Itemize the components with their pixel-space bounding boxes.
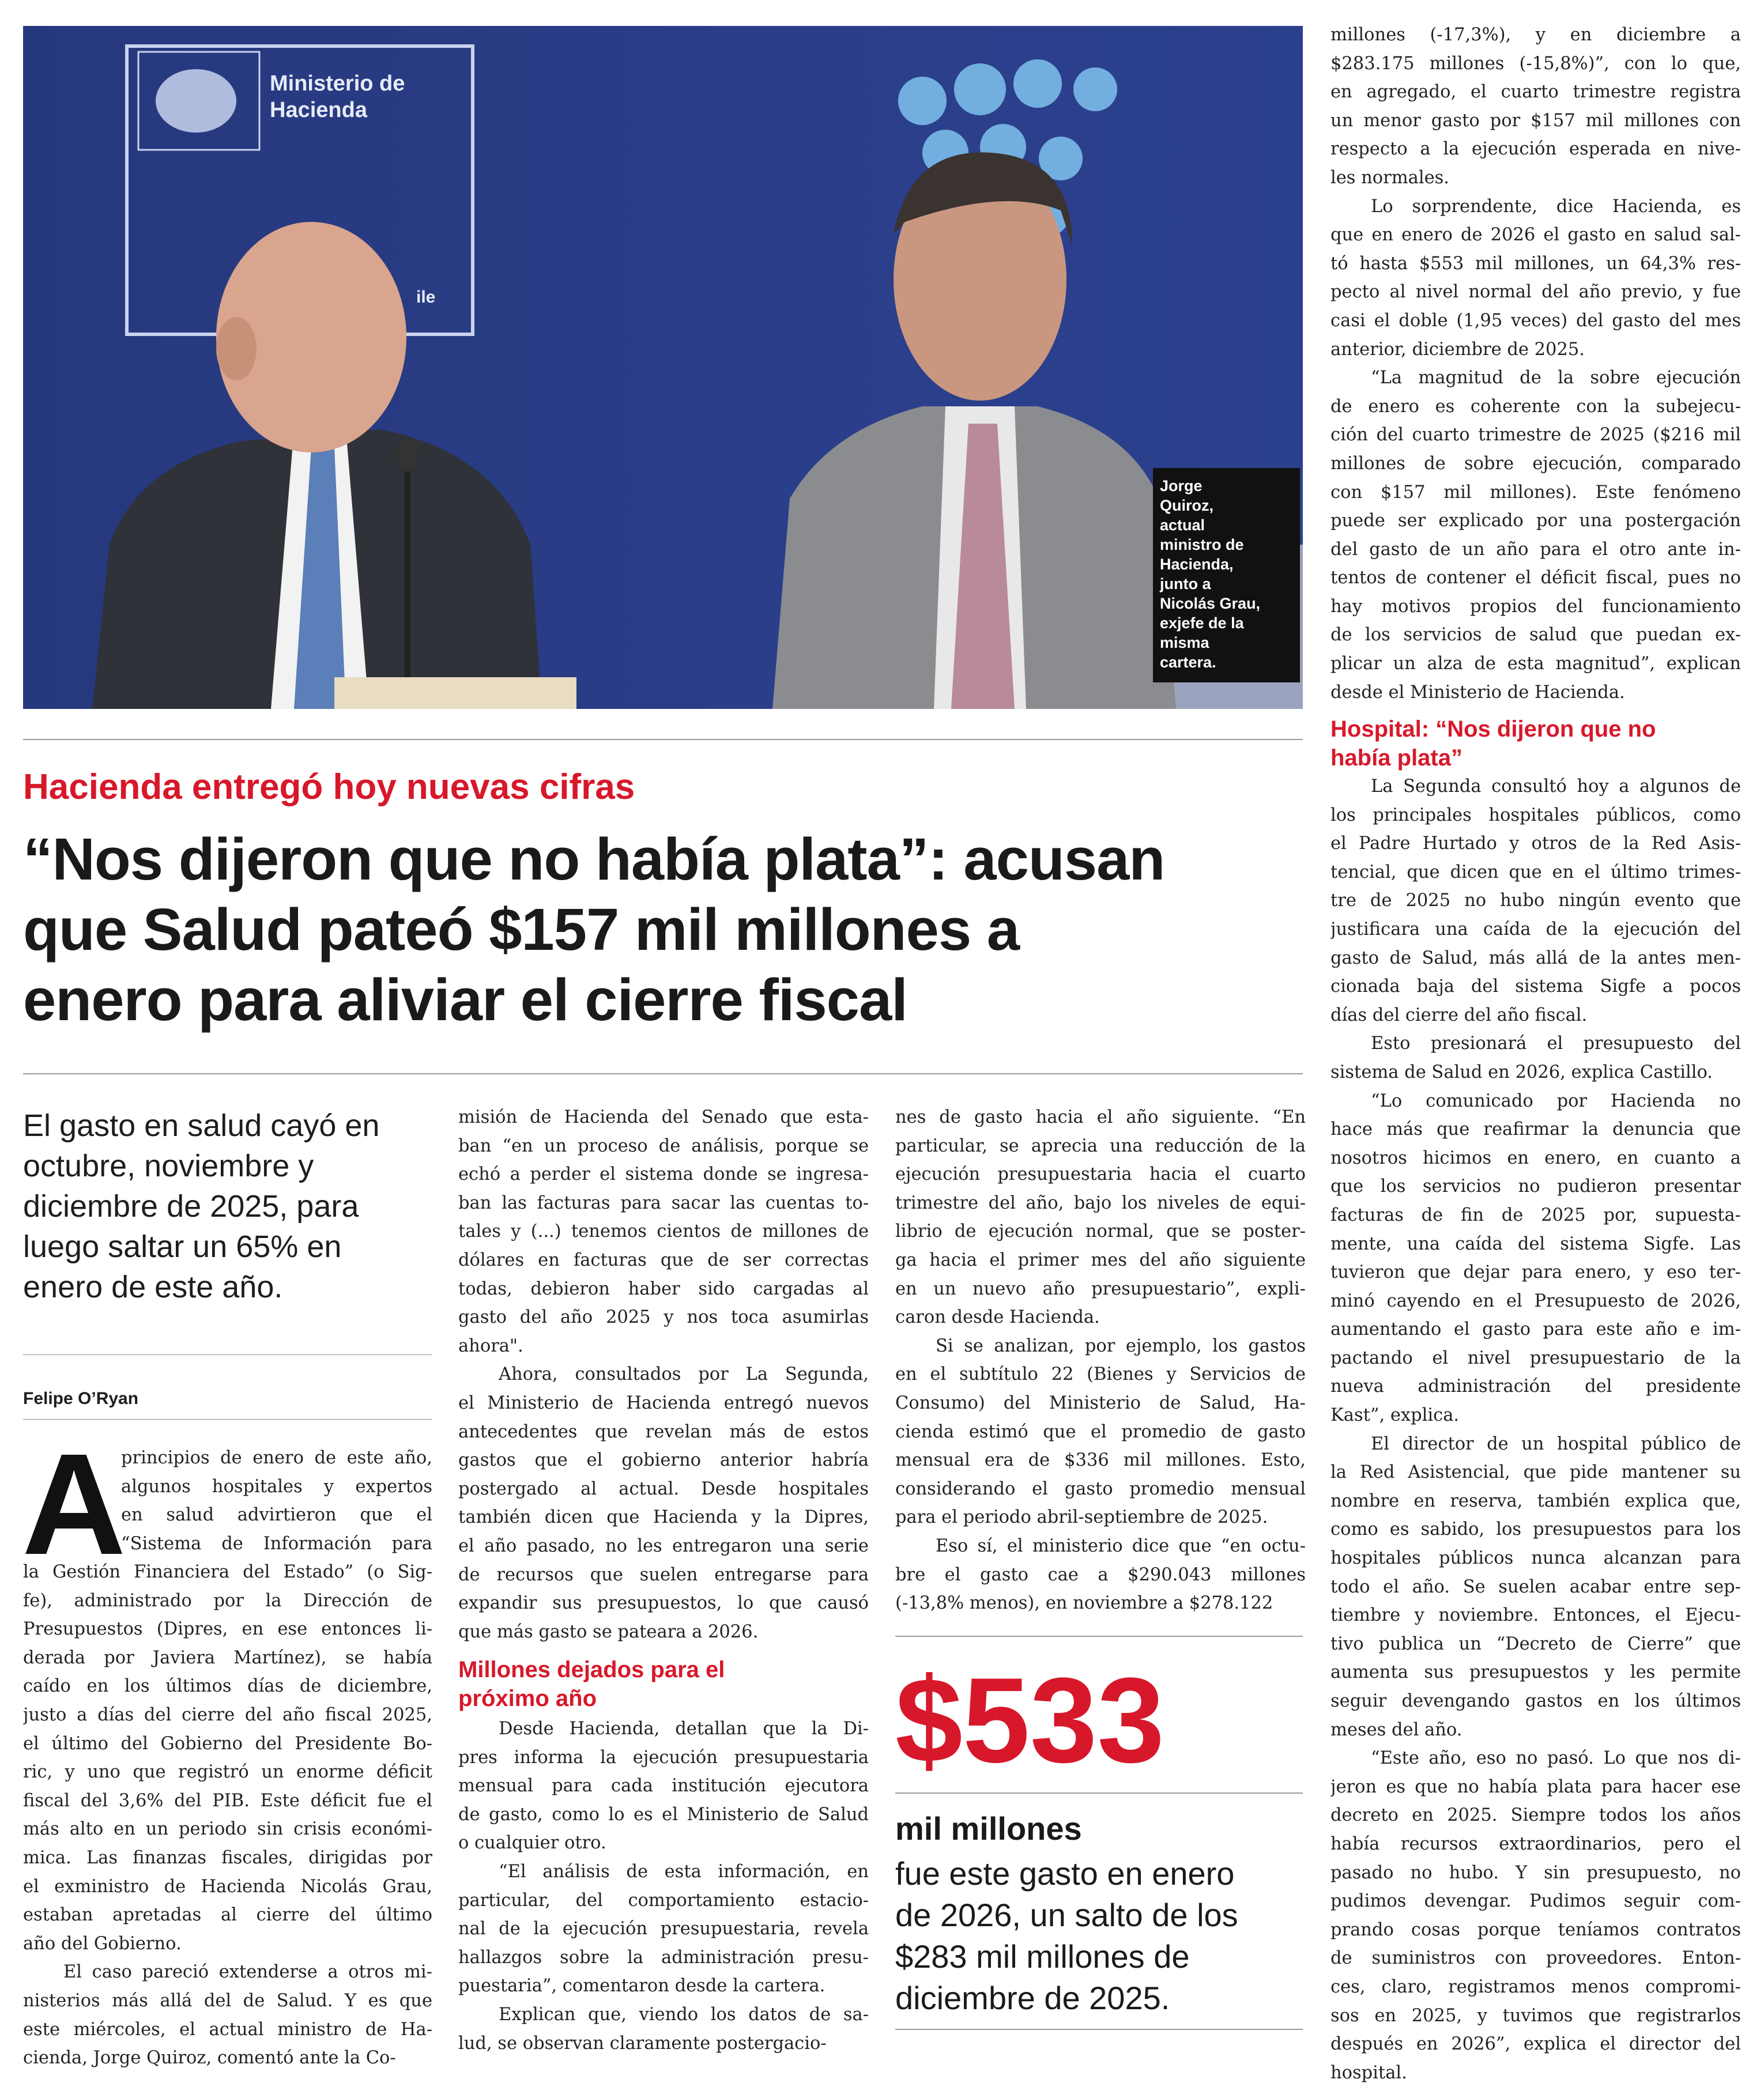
text-line: Ahora, consultados por La Segunda, bbox=[499, 1364, 869, 1385]
text-line: el exministro de Hacienda Nicolás Grau, bbox=[23, 1876, 432, 1897]
text-line: mica. Las finanzas fiscales, dirigidas por bbox=[23, 1847, 432, 1868]
text-line: tiembre y noviembre. Entonces, el Ejecu- bbox=[1330, 1605, 1741, 1626]
text-line: los principales hospitales públicos, como bbox=[1330, 805, 1741, 825]
text-line: gasto del año 2025 y nos toca asumirlas bbox=[458, 1307, 869, 1328]
callout-line: $283 mil millones de bbox=[895, 1938, 1190, 1975]
dek-line: octubre, noviembre y bbox=[23, 1149, 314, 1183]
text-line: ción del cuarto trimestre de 2025 ($216 mil bbox=[1330, 425, 1741, 446]
text-line: Esto presionará el presupuesto del bbox=[1371, 1033, 1741, 1054]
subhead-line: había plata” bbox=[1330, 745, 1463, 771]
text-line: caído en los últimos días de diciembre, bbox=[23, 1676, 432, 1697]
text-line: cionada baja del sistema Sigfe a pocos bbox=[1330, 976, 1741, 997]
text-line: cienda estimó que el promedio de gasto bbox=[895, 1421, 1306, 1442]
divider-rule bbox=[895, 1636, 1303, 1637]
text-line: pasado no hubo. Y sin presupuesto, no bbox=[1330, 1862, 1741, 1883]
text-line: de enero es coherente con la subejecu- bbox=[1330, 396, 1741, 417]
text-line: casi el doble (1,95 veces) del gasto del mes bbox=[1330, 310, 1741, 331]
text-line: tivo publica un “Decreto de Cierre” que bbox=[1330, 1633, 1741, 1654]
text-line: Consumo) del Ministerio de Salud, Ha- bbox=[895, 1392, 1306, 1413]
text-line: pecto al nivel normal del año previo, y fue bbox=[1330, 282, 1741, 303]
text-line: mensual era de $336 mil millones. Esto, bbox=[895, 1450, 1306, 1471]
text-line: hospital. bbox=[1330, 2062, 1407, 2083]
caption-line: Hacienda, bbox=[1160, 556, 1234, 573]
text-line: particular, se aprecia una reducción de la bbox=[895, 1135, 1306, 1156]
divider-rule bbox=[23, 1354, 432, 1355]
text-line: de suministros con proveedores. Enton- bbox=[1330, 1948, 1741, 1969]
caption-line: actual bbox=[1160, 516, 1205, 534]
text-line: caron desde Hacienda. bbox=[895, 1307, 1100, 1328]
photo-illustration bbox=[23, 26, 1303, 709]
callout-description bbox=[895, 1853, 1303, 2019]
caption-line: cartera. bbox=[1160, 654, 1216, 671]
text-line: trimestre del año, bajo los niveles de equi- bbox=[895, 1192, 1306, 1213]
dek-line: El gasto en salud cayó en bbox=[23, 1108, 380, 1143]
text-line: de los servicios de salud que puedan ex- bbox=[1330, 625, 1741, 646]
text-line: cienda, Jorge Quiroz, comentó ante la Co- bbox=[23, 2048, 396, 2069]
text-line: postergado al actual. Desde hospitales bbox=[458, 1478, 869, 1499]
text-line: meses del año. bbox=[1330, 1719, 1463, 1740]
divider-rule bbox=[23, 1073, 1303, 1074]
text-line: mente, una caída del sistema Sigfe. Las bbox=[1330, 1233, 1741, 1254]
text-line: prando cosas porque teníamos contratos bbox=[1330, 1919, 1741, 1940]
text-line: estaban apretadas al cierre del último bbox=[23, 1905, 432, 1926]
callout-line: fue este gasto en enero bbox=[895, 1855, 1235, 1892]
text-line: hallazgos sobre la administración presu- bbox=[458, 1947, 869, 1968]
text-line: nueva administración del presidente bbox=[1330, 1376, 1741, 1397]
text-line: hospitales públicos nunca alcanzan para bbox=[1330, 1548, 1741, 1569]
text-line: tó hasta $553 mil millones, un 64,3% res- bbox=[1330, 253, 1741, 274]
text-line: tales y (...) tenemos cientos de millones de bbox=[458, 1221, 869, 1242]
text-line: seguir devengando gastos en los últimos bbox=[1330, 1691, 1741, 1711]
caption-line: exjefe de la bbox=[1160, 614, 1244, 632]
dek bbox=[23, 1105, 450, 1307]
text-line: en el subtítulo 22 (Bienes y Servicios de bbox=[895, 1364, 1306, 1385]
banner-text-line-2: Hacienda bbox=[270, 98, 367, 122]
caption-line: ministro de bbox=[1160, 536, 1244, 553]
divider-rule bbox=[895, 1792, 1303, 1794]
text-line: Si se analizan, por ejemplo, los gastos bbox=[936, 1335, 1306, 1356]
text-line: jeron es que no había plata para hacer ese bbox=[1330, 1776, 1741, 1797]
text-line: “Lo comunicado por Hacienda no bbox=[1371, 1090, 1741, 1111]
text-line: Explican que, viendo los datos de sa- bbox=[499, 2004, 869, 2025]
text-line: tencial, que dicen que en el último trimes- bbox=[1330, 862, 1741, 882]
column-4-body bbox=[1330, 21, 1741, 707]
text-line: año del Gobierno. bbox=[23, 1933, 182, 1954]
text-line: la Gestión Financiera del Estado” (o Sig- bbox=[23, 1562, 432, 1582]
column-1-body bbox=[23, 1558, 432, 2073]
subhead-millones bbox=[458, 1655, 869, 1713]
text-line: respecto a la ejecución esperada en nive- bbox=[1330, 139, 1741, 160]
text-line: “La magnitud de la sobre ejecución bbox=[1371, 368, 1741, 388]
text-line: millones (-17,3%), y en diciembre a bbox=[1330, 25, 1741, 45]
text-line: ban las facturas para sacar las cuentas to- bbox=[458, 1192, 869, 1213]
text-line: puestaria”, comentaron desde la cartera. bbox=[458, 1976, 826, 1997]
text-line: ces, claro, registramos menos compromi- bbox=[1330, 1976, 1741, 1997]
text-line: de recursos que suelen entregarse para bbox=[458, 1564, 869, 1585]
text-line: el año pasado, no les entregaron una serie bbox=[458, 1535, 869, 1556]
text-line: Presupuestos (Dipres, en ese entonces li- bbox=[23, 1619, 432, 1640]
text-line: desde el Ministerio de Hacienda. bbox=[1330, 682, 1625, 703]
text-line: un menor gasto por $157 mil millones con bbox=[1330, 110, 1741, 131]
divider-rule bbox=[23, 739, 1303, 740]
text-line: Desde Hacienda, detallan que la Di- bbox=[499, 1719, 869, 1739]
caption-line: Jorge bbox=[1160, 477, 1203, 495]
text-line: ejecución presupuestaria hacia el cuarto bbox=[895, 1164, 1306, 1185]
text-line: había recursos extraordinarios, pero el bbox=[1330, 1833, 1741, 1854]
text-line: gastos que el gobierno anterior habría bbox=[458, 1450, 869, 1471]
text-line: ga hacia el primer mes del año siguiente bbox=[895, 1250, 1306, 1270]
banner-text-fragment: ile bbox=[416, 288, 436, 307]
kicker: Hacienda entregó hoy nuevas cifras bbox=[23, 767, 635, 807]
subhead-line: Millones dejados para el bbox=[458, 1657, 725, 1682]
podium bbox=[334, 677, 576, 709]
text-line: pactando el nivel presupuestario de la bbox=[1330, 1348, 1741, 1368]
text-line: particular, del comportamiento estacio- bbox=[458, 1890, 869, 1911]
text-line: bre el gasto cae a $290.043 millones bbox=[895, 1564, 1306, 1585]
text-line: fiscal del 3,6% del PIB. Este déficit fue el bbox=[23, 1790, 432, 1811]
text-line: nisterios más allá del de Salud. Y es que bbox=[23, 1990, 432, 2011]
callout-line: de 2026, un salto de los bbox=[895, 1897, 1238, 1933]
text-line: de gasto, como lo es el Ministerio de Salud bbox=[458, 1804, 869, 1825]
caption-line: Quiroz, bbox=[1160, 497, 1213, 514]
text-line: La Segunda consultó hoy a algunos de bbox=[1371, 776, 1741, 797]
text-line: la Red Asistencial, que pide mantener su bbox=[1330, 1462, 1741, 1483]
text-line: que los servicios no pudieron presentar bbox=[1330, 1176, 1741, 1197]
text-line: que más gasto se pateara a 2026. bbox=[458, 1621, 759, 1642]
text-line: más alto en un periodo sin crisis económi- bbox=[23, 1819, 432, 1840]
subhead-line: Hospital: “Nos dijeron que no bbox=[1330, 716, 1656, 742]
text-line: ahora". bbox=[458, 1335, 523, 1356]
text-line: pres informa la ejecución presupuestaria bbox=[458, 1747, 869, 1768]
text-line: principios de enero de este año, bbox=[121, 1448, 432, 1468]
text-line: sos en 2025, y tuvimos que registrarlos bbox=[1330, 2005, 1741, 2026]
text-line: aumentando el gasto para este año e im- bbox=[1330, 1319, 1741, 1340]
text-line: Eso sí, el ministerio dice que “en octu- bbox=[936, 1535, 1306, 1556]
text-line: dólares en facturas que de ser correctas bbox=[458, 1250, 869, 1270]
text-line: fe), administrado por la Dirección de bbox=[23, 1590, 432, 1611]
text-line: tuvieron que dejar para enero, y eso ter- bbox=[1330, 1262, 1741, 1283]
text-line: millones de sobre ejecución, comparado bbox=[1330, 453, 1741, 474]
text-line: nal de la ejecución presupuestaria, revela bbox=[458, 1919, 869, 1939]
caption-line: Nicolás Grau, bbox=[1160, 595, 1261, 612]
callout-value: $533 bbox=[895, 1652, 1165, 1788]
text-line: algunos hospitales y expertos bbox=[121, 1476, 432, 1497]
text-line: como es sabido, los presupuestos para los bbox=[1330, 1519, 1741, 1540]
caption-line: misma bbox=[1160, 634, 1209, 651]
text-line: nosotros hicimos en enero, en cuanto a bbox=[1330, 1148, 1741, 1168]
text-line: tre de 2025 no hubo ningún evento que bbox=[1330, 890, 1741, 911]
text-line: aumenta sus presupuestos y les permite bbox=[1330, 1662, 1741, 1683]
text-line: el Padre Hurtado y otros de la Red Asis- bbox=[1330, 833, 1741, 854]
headline-line: que Salud pateó $157 mil millones a bbox=[23, 896, 1020, 963]
text-line: para el periodo abril-septiembre de 2025. bbox=[895, 1507, 1268, 1528]
text-line: expandir sus presupuestos, lo que causó bbox=[458, 1593, 869, 1614]
text-line: sistema de Salud en 2026, explica Castillo. bbox=[1330, 1062, 1713, 1082]
column-3-body bbox=[895, 1103, 1306, 1618]
text-line: El caso pareció extenderse a otros mi- bbox=[63, 1962, 432, 1983]
text-line: lud, se observan claramente postergacio- bbox=[458, 2033, 827, 2054]
photo-caption bbox=[1153, 468, 1300, 682]
text-line: el último del Gobierno del Presidente Bo- bbox=[23, 1733, 432, 1754]
text-line: considerando el gasto promedio mensual bbox=[895, 1478, 1306, 1499]
text-line: después en 2026”, explica el director del bbox=[1330, 2034, 1741, 2055]
dek-line: diciembre de 2025, para bbox=[23, 1189, 359, 1224]
coat-of-arms-icon bbox=[156, 69, 236, 133]
text-line: El director de un hospital público de bbox=[1371, 1433, 1741, 1454]
text-line: días del cierre del año fiscal. bbox=[1330, 1005, 1588, 1025]
text-line: hace más que reafirmar la denuncia que bbox=[1330, 1119, 1741, 1140]
dek-line: luego saltar un 65% en bbox=[23, 1229, 342, 1264]
callout-line: diciembre de 2025. bbox=[895, 1980, 1170, 2016]
text-line: echó a perder el sistema donde se ingresa- bbox=[458, 1164, 869, 1185]
text-line: o cualquier otro. bbox=[458, 1833, 606, 1854]
text-line: del gasto de un año para el otro ante in- bbox=[1330, 539, 1741, 560]
text-line: decreto en 2025. Siempre todos los años bbox=[1330, 1805, 1741, 1826]
text-line: antecedentes que revelan más de estos bbox=[458, 1421, 869, 1442]
text-line: con $157 mil millones). Este fenómeno bbox=[1330, 482, 1741, 503]
text-line: minó cayendo en el Presupuesto de 2026, bbox=[1330, 1290, 1741, 1311]
headline-line: enero para aliviar el cierre fiscal bbox=[23, 967, 907, 1033]
subhead-line: próximo año bbox=[458, 1686, 597, 1711]
byline: Felipe O’Ryan bbox=[23, 1389, 139, 1408]
text-line: este miércoles, el actual ministro de Ha- bbox=[23, 2019, 432, 2040]
text-line: librio de ejecución normal, que se poster- bbox=[895, 1221, 1306, 1242]
text-line: pudimos devengar. Pudimos seguir com- bbox=[1330, 1891, 1741, 1912]
dek-line: enero de este año. bbox=[23, 1270, 283, 1304]
text-line: mensual para cada institución ejecutora bbox=[458, 1776, 869, 1797]
text-line: justo a días del cierre del año fiscal 2025, bbox=[23, 1704, 432, 1725]
headline-line: “Nos dijeron que no había plata”: acusan bbox=[23, 826, 1165, 892]
text-line: puede ser explicado por una postergación bbox=[1330, 511, 1741, 531]
text-line: hay motivos propios del funcionamiento bbox=[1330, 596, 1741, 617]
text-line: “Este año, eso no pasó. Lo que nos di- bbox=[1371, 1748, 1741, 1769]
text-line: ric, y uno que registró un enorme déficit bbox=[23, 1762, 432, 1783]
text-line: todas, debieron haber sido cargadas al bbox=[458, 1278, 869, 1299]
text-line: justificara una caída de la ejecución del bbox=[1330, 919, 1741, 939]
text-line: derada por Javiera Martínez), se había bbox=[23, 1647, 432, 1668]
text-line: (-13,8% menos), en noviembre a $278.122 bbox=[895, 1593, 1273, 1614]
text-line: gasto de Salud, más allá de la antes men- bbox=[1330, 948, 1741, 968]
subhead-hospital bbox=[1330, 715, 1741, 772]
text-line: “El análisis de esta información, en bbox=[499, 1861, 869, 1882]
text-line: todo el año. Se suelen acabar entre sep- bbox=[1330, 1576, 1741, 1597]
column-2-body bbox=[458, 1103, 869, 1646]
column-2-body-b bbox=[458, 1715, 869, 2058]
text-line: en agregado, el cuarto trimestre registra bbox=[1330, 82, 1741, 103]
banner-text-line-1: Ministerio de bbox=[270, 71, 405, 96]
text-line: nes de gasto hacia el año siguiente. “En bbox=[895, 1107, 1306, 1127]
text-line: tentos de contener el déficit fiscal, pues no bbox=[1330, 568, 1741, 588]
text-line: Lo sorprendente, dice Hacienda, es bbox=[1371, 196, 1741, 217]
text-line: misión de Hacienda del Senado que esta- bbox=[458, 1107, 869, 1127]
caption-line: junto a bbox=[1160, 575, 1211, 592]
text-line: anterior, diciembre de 2025. bbox=[1330, 339, 1585, 360]
headline bbox=[23, 824, 1314, 1035]
text-line: Kast”, explica. bbox=[1330, 1405, 1460, 1426]
article-photo bbox=[23, 26, 1303, 709]
text-line: $283.175 millones (-15,8%)”, con lo que, bbox=[1330, 53, 1741, 74]
column-4-body-b bbox=[1330, 772, 1741, 2087]
column-1-intro bbox=[121, 1444, 432, 1558]
text-line: en salud advirtieron que el bbox=[121, 1505, 432, 1526]
callout-unit: mil millones bbox=[895, 1810, 1082, 1847]
text-line: facturas de fin de 2025 por, supuesta- bbox=[1330, 1205, 1741, 1225]
text-line: el Ministerio de Hacienda entregó nuevos bbox=[458, 1392, 869, 1413]
text-line: “Sistema de Información para bbox=[121, 1533, 432, 1554]
text-line: también dicen que Hacienda y la Dipres, bbox=[458, 1507, 869, 1528]
text-line: que en enero de 2026 el gasto en salud sal- bbox=[1330, 225, 1741, 246]
text-line: plicar un alza de esta magnitud”, explican bbox=[1330, 654, 1741, 674]
text-line: ban “en un proceso de análisis, porque se bbox=[458, 1135, 869, 1156]
text-line: en un nuevo año presupuestario”, expli- bbox=[895, 1278, 1306, 1299]
text-line: nombre en reserva, también explica que, bbox=[1330, 1490, 1741, 1511]
text-line: les normales. bbox=[1330, 167, 1449, 188]
drop-cap: A bbox=[22, 1424, 126, 1584]
divider-rule bbox=[23, 1419, 432, 1420]
divider-rule bbox=[895, 2029, 1303, 2030]
